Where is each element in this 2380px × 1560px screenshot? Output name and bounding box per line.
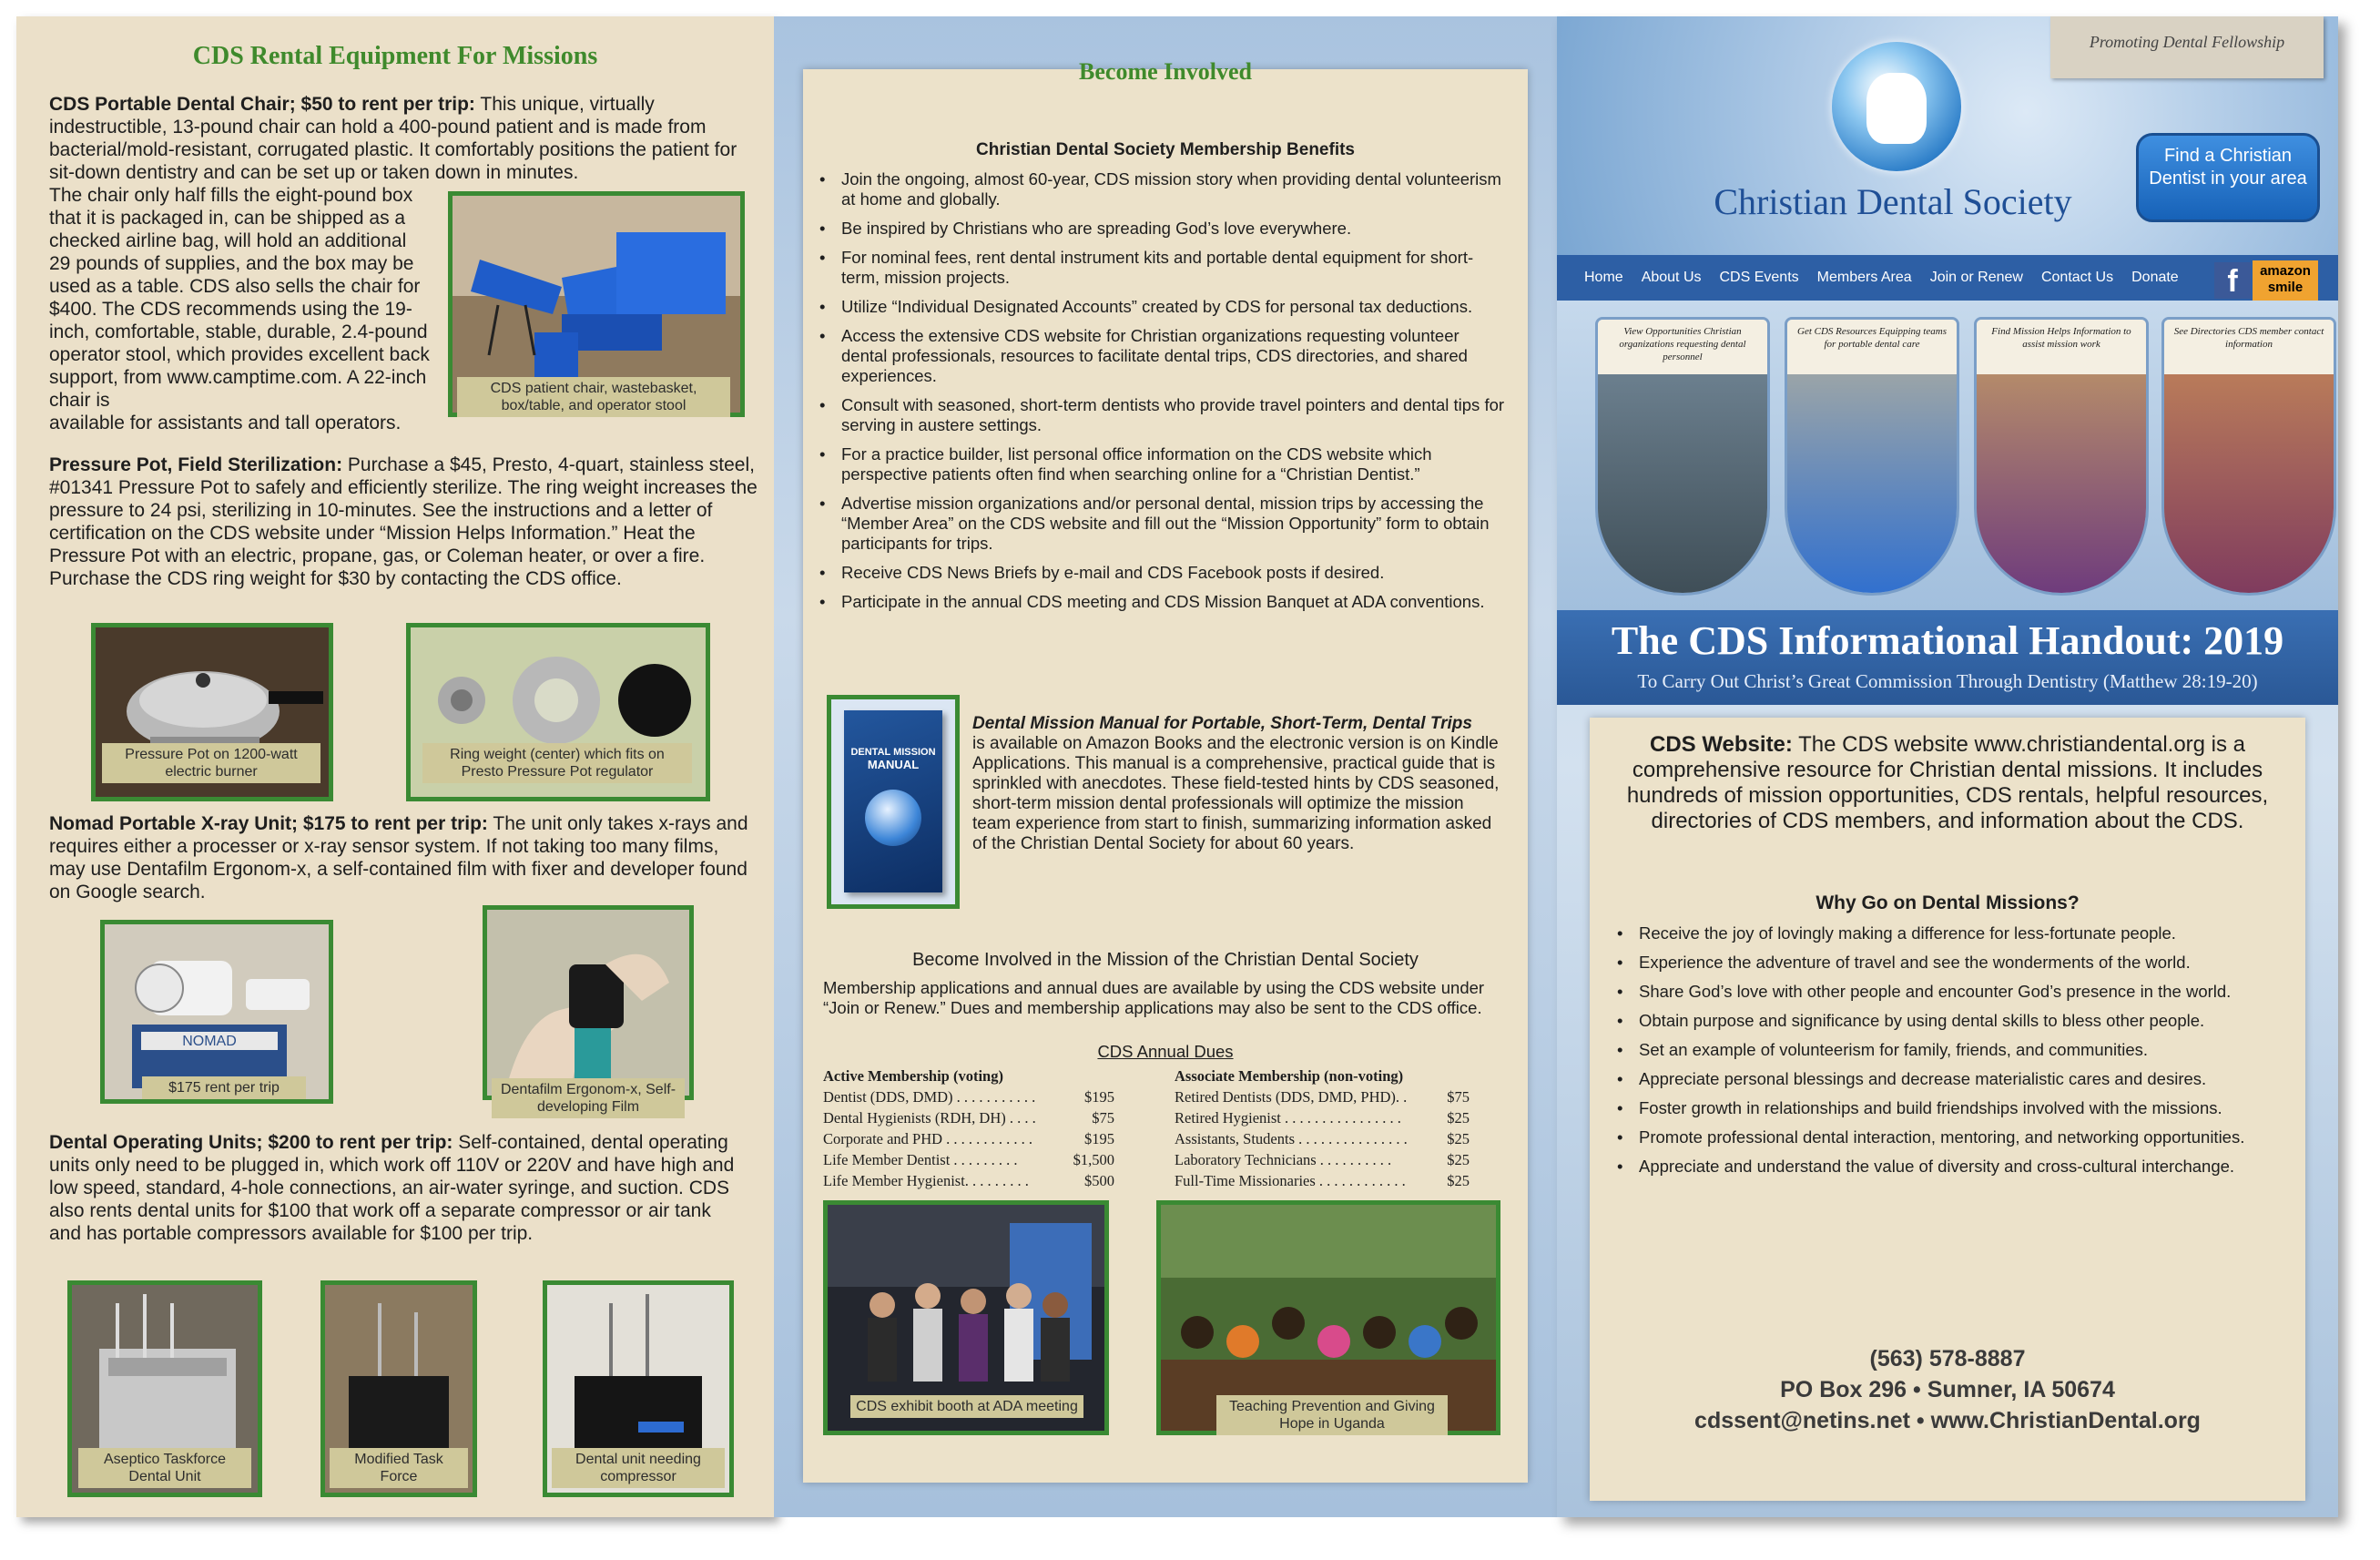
mission-text: Membership applications and annual dues are available by using the CDS website under “Join or Renew.” Dues and membership applications may also be sent to the CDS office.: [823, 978, 1485, 1017]
pot-section: [49, 454, 759, 590]
list-item: • Consult with seasoned, short-term dentists who provide travel pointers and dental tips for serving in austere settings.: [818, 395, 1506, 435]
table-row: Corporate and PHD . . . . . . . . . . . . $195: [823, 1130, 1114, 1147]
tile-label: View Opportunities Christian organizations requesting dental personnel: [1598, 320, 1767, 374]
list-item: • Obtain purpose and significance by using dental skills to bless other people.: [1615, 1011, 2271, 1031]
handout-title: The CDS Informational Handout: 2019: [1611, 618, 2284, 663]
list-item: • Access the extensive CDS website for Christian organizations requesting volunteer dental professionals, resources to facilitate dental trips, CDS directories, and shared experiences.: [818, 326, 1506, 386]
active-dues-heading: Active Membership (voting): [823, 1067, 1003, 1085]
nomad-label: NOMAD: [182, 1034, 237, 1049]
tile-label: Find Mission Helps Information to assist mission work: [1977, 320, 2146, 374]
modified-taskforce-caption: Modified Task Force: [330, 1448, 468, 1488]
ring-weight-caption: Ring weight (center) which fits on Presto Pressure Pot regulator: [422, 743, 692, 783]
amazon-smile-icon[interactable]: amazon smile: [2253, 260, 2318, 301]
nav-item-contact[interactable]: Contact Us: [2040, 270, 2114, 285]
exhibit-booth-caption: CDS exhibit booth at ADA meeting: [850, 1395, 1083, 1418]
book-cover: [844, 710, 942, 892]
manual-text: is available on Amazon Books and the electronic version is on Kindle Applications. This manual is a comprehensive, practical guide that is sprinkled with anecdotes. These field-tested hints by CDS seasoned, short-term mission dental professionals will optimize the mission team experience from start to finish, summarizing information asked of the Christian Dental Society for about 60 years.: [972, 734, 1500, 853]
tile-mission-helps[interactable]: [1974, 317, 2149, 596]
tile-label: Get CDS Resources Equipping teams for portable dental care: [1787, 320, 1957, 374]
table-row: Assistants, Students . . . . . . . . . . . . . . . $25: [1175, 1130, 1470, 1147]
associate-dues-heading: Associate Membership (non-voting): [1175, 1067, 1404, 1085]
panel-title: Become Involved: [1079, 58, 1252, 85]
list-item: • Appreciate and understand the value of diversity and cross-cultural interchange.: [1615, 1157, 2271, 1177]
pressure-pot-caption: Pressure Pot on 1200-watt electric burner: [102, 743, 320, 783]
website-blurb: [1626, 732, 2269, 834]
tile-image: [1977, 374, 2146, 596]
become-involved-panel: [774, 16, 1557, 1517]
website-text: The CDS website www.christiandental.org is a comprehensive resource for Christian dental missions. It includes hundreds of mission opportunities, CDS rentals, helpful resources, directories of CDS members, and information about the CDS.: [1626, 732, 2269, 833]
xray-section: [49, 812, 759, 903]
compressor-unit-caption: Dental unit needing compressor: [552, 1448, 725, 1488]
units-text: Self-contained, dental operating units only need to be plugged in, which work off 110V or 220V and have high and low speed, standard, 4-hole connections, an air-water syringe, and suction. CDS also rents dental units for $100 that work off a separate compressor or air tank and has portable compressors available for $100 per trip.: [49, 1132, 735, 1244]
nav-item-members[interactable]: Members Area: [1816, 270, 1912, 285]
nav-item-donate[interactable]: Donate: [2131, 270, 2179, 285]
manual-description: [972, 714, 1500, 854]
find-dentist-button[interactable]: Find a Christian Dentist in your area: [2136, 133, 2320, 222]
pot-heading: Pressure Pot, Field Sterilization:: [49, 454, 343, 475]
table-row: Life Member Dentist . . . . . . . . . $1,500: [823, 1151, 1114, 1168]
table-row: Retired Dentists (DDS, DMD, PHD). . $75: [1175, 1088, 1470, 1106]
feature-tiles: [1557, 301, 2338, 610]
contact-phone: (563) 578-8887: [1869, 1346, 2026, 1371]
pot-text: Purchase a $45, Presto, 4-quart, stainless steel, #01341 Pressure Pot to safely and efficiently sterilize. The ring weight increases the pressure to 24 psi, sterilizing in 10-minutes. See the instructions and a letter of certification on the CDS website under “Mission Helps Information.” Heat the Pressure Pot with an electric, propane, gas, or Coleman heater, or over a fire. Purchase the CDS ring weight for $30 by contacting the CDS office.: [49, 454, 758, 589]
chair-text-a: This unique, virtually indestructible, 13-pound chair can hold a 400-pound patient and is made from bacterial/mold-resistant, corrugated plastic. It comfortably positions the patient for sit-down dentistry and can be set up or taken down in minutes.: [49, 94, 737, 183]
benefits-heading: Christian Dental Society Membership Benefits: [976, 140, 1355, 159]
globe-icon: [865, 790, 921, 846]
tooth-icon: [1866, 73, 1927, 144]
units-section: [49, 1131, 741, 1245]
table-row: Retired Hygienist . . . . . . . . . . . . . . . . $25: [1175, 1109, 1470, 1127]
handout-title-bar: [1557, 610, 2338, 705]
list-item: • Join the ongoing, almost 60-year, CDS mission story when providing dental volunteerism at home and globally.: [818, 169, 1506, 209]
chair-caption: CDS patient chair, wastebasket, box/table, and operator stool: [457, 377, 730, 417]
chair-text-c: available for assistants and tall operators.: [49, 413, 402, 433]
mission-heading: Become Involved in the Mission of the Christian Dental Society: [912, 950, 1419, 970]
xray-heading: Nomad Portable X-ray Unit; $175 to rent per trip:: [49, 813, 488, 834]
panel-title: CDS Rental Equipment For Missions: [192, 42, 598, 70]
uganda-caption: Teaching Prevention and Giving Hope in Uganda: [1216, 1395, 1448, 1435]
list-item: • Foster growth in relationships and build friendships involved with the missions.: [1615, 1098, 2271, 1118]
manual-book-image: [827, 695, 960, 909]
xray-caption: $175 rent per trip: [142, 1076, 306, 1099]
tile-opportunities[interactable]: [1595, 317, 1770, 596]
chair-text-b: The chair only half fills the eight-pound box that it is packaged in, can be shipped as a checked airline bag, will hold an additional 29 pounds of supplies, and the box may be used as a table. CDS also sells the chair for $400. The CDS recommends using the 19-inch, comfortable, stable, durable, 2.4-pound operator stool, which provides excellent back support, from www.camptime.com. A 22-inch chair is: [49, 185, 430, 411]
tile-image: [1598, 374, 1767, 596]
dentafilm-caption: Dentafilm Ergonom-x, Self-developing Film: [492, 1078, 685, 1118]
list-item: • Appreciate personal blessings and decrease materialistic cares and desires.: [1615, 1069, 2271, 1089]
tile-image: [1787, 374, 1957, 596]
rental-equipment-panel: [16, 16, 774, 1517]
table-row: Full-Time Missionaries . . . . . . . . . . . . $25: [1175, 1172, 1470, 1189]
dentafilm-photo: [483, 905, 694, 1100]
list-item: • Experience the adventure of travel and see the wonderments of the world.: [1615, 953, 2271, 973]
handout-subtitle: To Carry Out Christ’s Great Commission Through Dentistry (Matthew 28:19-20): [1637, 670, 2258, 692]
facebook-icon[interactable]: f: [2214, 262, 2251, 299]
contact-email-web: cdssent@netins.net • www.ChristianDental.org: [1694, 1408, 2201, 1433]
nav-item-about[interactable]: About Us: [1641, 270, 1702, 285]
tile-image: [2164, 374, 2334, 596]
list-item: • Participate in the annual CDS meeting and CDS Mission Banquet at ADA conventions.: [818, 592, 1506, 612]
nav-item-events[interactable]: CDS Events: [1719, 270, 1799, 285]
list-item: • Set an example of volunteerism for family, friends, and communities.: [1615, 1040, 2271, 1060]
units-heading: Dental Operating Units; $200 to rent per trip:: [49, 1132, 453, 1153]
aseptico-caption: Aseptico Taskforce Dental Unit: [78, 1448, 251, 1488]
dues-heading: CDS Annual Dues: [1097, 1042, 1234, 1061]
table-row: Laboratory Technicians . . . . . . . . . . $25: [1175, 1151, 1470, 1168]
xray-text: The unit only takes x-rays and requires either a processer or x-ray sensor system. If not taking too many films, may use Dentafilm Ergonom-x, a self-contained film with fixer and developer found on Google search.: [49, 813, 748, 902]
list-item: • Share God’s love with other people and encounter God’s presence in the world.: [1615, 982, 2271, 1002]
table-row: Dental Hygienists (RDH, DH) . . . . $75: [823, 1109, 1114, 1127]
nav-item-home[interactable]: Home: [1584, 270, 1623, 285]
benefits-list: [818, 169, 1506, 621]
logo-wordmark: Christian Dental Society: [1714, 181, 2072, 222]
cover-panel: [1557, 16, 2338, 1517]
book-title-line2: MANUAL: [867, 758, 920, 771]
website-label: CDS Website:: [1649, 732, 1793, 757]
book-title-line1: DENTAL MISSION: [850, 747, 936, 758]
table-row: Life Member Hygienist. . . . . . . . . $500: [823, 1172, 1114, 1189]
list-item: • Utilize “Individual Designated Accounts” created by CDS for personal tax deductions.: [818, 297, 1506, 317]
table-row: Dentist (DDS, DMD) . . . . . . . . . . . $195: [823, 1088, 1114, 1106]
list-item: • Advertise mission organizations and/or personal dental, mission trips by accessing the “Member Area” on the CDS website and fill out the “Mission Opportunity” form to obtain participants for trips.: [818, 494, 1506, 554]
promo-tagline: Promoting Dental Fellowship: [2050, 16, 2324, 78]
manual-title: Dental Mission Manual for Portable, Short-Term, Dental Trips: [972, 714, 1472, 733]
active-dues-table: [823, 1065, 1114, 1191]
tile-directories[interactable]: [2161, 317, 2336, 596]
chair-intro: [49, 93, 759, 184]
associate-dues-table: [1175, 1065, 1470, 1191]
list-item: • For a practice builder, list personal office information on the CDS website which perspective patients often find when searching online for a “Christian Dentist.”: [818, 444, 1506, 484]
why-heading: Why Go on Dental Missions?: [1816, 892, 2080, 913]
list-item: • Be inspired by Christians who are spreading God’s love everywhere.: [818, 219, 1506, 239]
chair-heading: CDS Portable Dental Chair; $50 to rent per trip:: [49, 94, 475, 115]
contact-address: PO Box 296 • Sumner, IA 50674: [1780, 1377, 2115, 1402]
list-item: • Promote professional dental interaction, mentoring, and networking opportunities.: [1615, 1127, 2271, 1147]
nav-item-join[interactable]: Join or Renew: [1929, 270, 2023, 285]
tile-label: See Directories CDS member contact information: [2164, 320, 2334, 374]
why-list: [1615, 923, 2271, 1186]
list-item: • For nominal fees, rent dental instrument kits and portable dental equipment for short-term, mission projects.: [818, 248, 1506, 288]
list-item: • Receive the joy of lovingly making a difference for less-fortunate people.: [1615, 923, 2271, 943]
tile-resources[interactable]: [1785, 317, 1959, 596]
list-item: • Receive CDS News Briefs by e-mail and CDS Facebook posts if desired.: [818, 563, 1506, 583]
